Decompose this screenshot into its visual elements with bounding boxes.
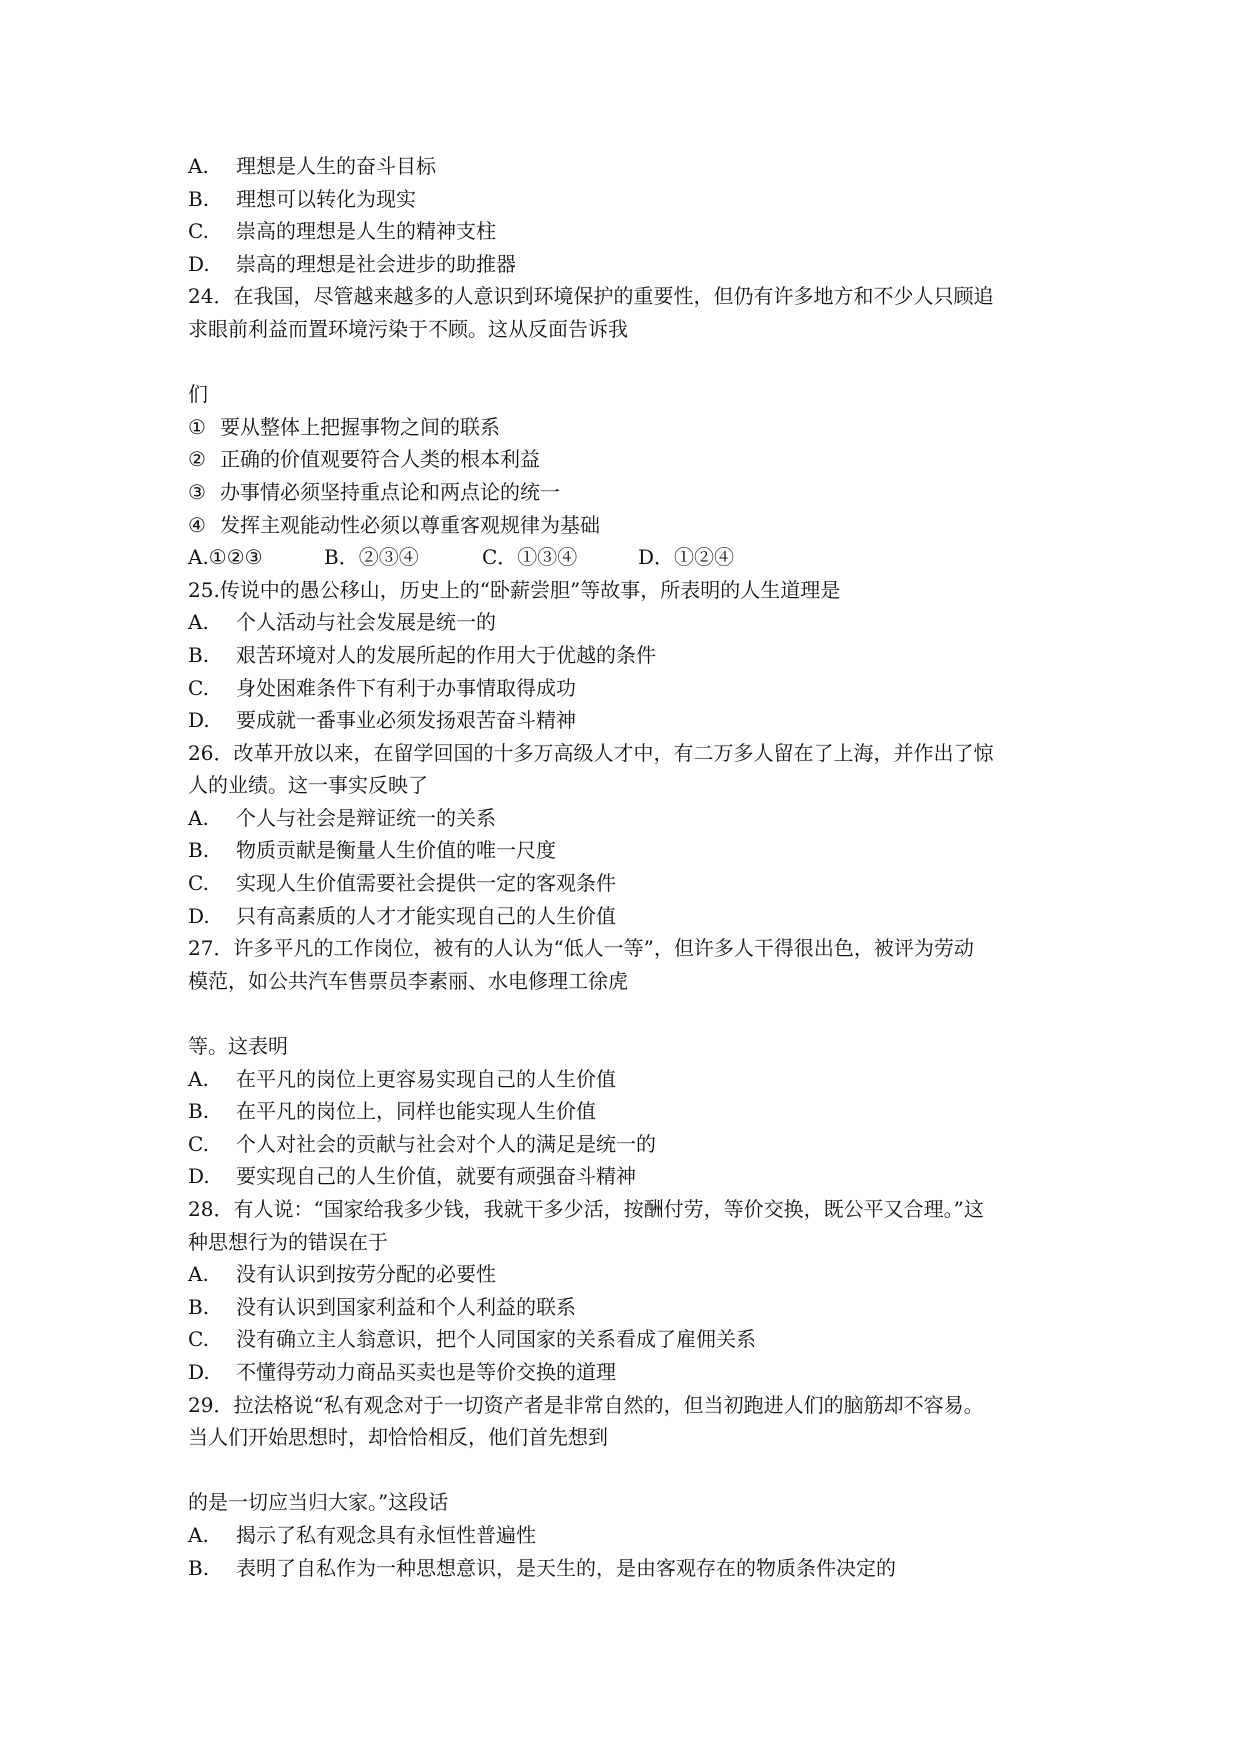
q29-stem-line-2: 当人们开始思想时，却恰恰相反，他们首先想到 [188,1425,608,1450]
q24-choice-d: D．①②④ [638,545,735,570]
q25-option-a: A. 个人活动与社会发展是统一的 [188,610,496,635]
q28-stem-line-2: 种思想行为的错误在于 [188,1229,388,1254]
q28-option-a: A. 没有认识到按劳分配的必要性 [188,1262,496,1287]
blank-line [188,346,1068,379]
q26-option-d: D. 只有高素质的人才才能实现自己的人生价值 [188,903,616,928]
q24-stem-line-3: 们 [188,382,208,407]
q25-stem-line-1: 25.传说中的愚公移山，历史上的“卧薪尝胆”等故事，所表明的人生道理是 [188,577,841,602]
q23-option-c: C. 崇高的理想是人生的精神支柱 [188,219,496,244]
q24-item-4: ④ 发挥主观能动性必须以尊重客观规律为基础 [188,512,600,537]
q28-option-c: C. 没有确立主人翁意识，把个人同国家的关系看成了雇佣关系 [188,1327,756,1352]
q26-option-b: B. 物质贡献是衡量人生价值的唯一尺度 [188,838,556,863]
q23-option-d: D. 崇高的理想是社会进步的助推器 [188,251,516,276]
q26-stem-line-2: 人的业绩。这一事实反映了 [188,773,428,798]
q29-option-b: B. 表明了自私作为一种思想意识，是天生的，是由客观存在的物质条件决定的 [188,1555,896,1580]
q24-item-3: ③ 办事情必须坚持重点论和两点论的统一 [188,479,560,504]
q27-option-c: C. 个人对社会的贡献与社会对个人的满足是统一的 [188,1131,656,1156]
q27-option-d: D. 要实现自己的人生价值，就要有顽强奋斗精神 [188,1164,636,1189]
q26-option-a: A. 个人与社会是辩证统一的关系 [188,805,496,830]
q29-option-a: A. 揭示了私有观念具有永恒性普遍性 [188,1522,536,1547]
q28-stem-line-1: 28．有人说：“国家给我多少钱，我就干多少活，按酬付劳，等价交换，既公平又合理。”这 [188,1197,984,1221]
q27-stem-line-3: 等。这表明 [188,1034,288,1059]
q25-option-b: B. 艰苦环境对人的发展所起的作用大于优越的条件 [188,642,656,667]
blank-line [188,997,1068,1030]
q27-stem-line-2: 模范，如公共汽车售票员李素丽、水电修理工徐虎 [188,968,628,993]
q28-option-b: B. 没有认识到国家利益和个人利益的联系 [188,1294,576,1319]
q24-item-2: ② 正确的价值观要符合人类的根本利益 [188,447,540,472]
q28-option-d: D. 不懂得劳动力商品买卖也是等价交换的道理 [188,1359,616,1384]
q24-choice-c: C．①③④ [482,545,578,570]
q24-stem-line-1: 24．在我国，尽管越来越多的人意识到环境保护的重要性，但仍有许多地方和不少人只顾追 [188,284,994,309]
q23-option-b: B. 理想可以转化为现实 [188,186,416,211]
blank-line [188,1454,1068,1487]
q26-option-c: C. 实现人生价值需要社会提供一定的客观条件 [188,871,616,896]
q24-choices [188,541,1068,574]
q27-stem-line-1: 27．许多平凡的工作岗位，被有的人认为“低人一等”，但许多人干得很出色，被评为劳动 [188,936,974,961]
q24-item-1: ① 要从整体上把握事物之间的联系 [188,414,500,439]
q24-choice-b: B．②③④ [324,545,419,570]
q24-stem-line-2: 求眼前利益而置环境污染于不顾。这从反面告诉我 [188,316,628,341]
q25-option-c: C. 身处困难条件下有利于办事情取得成功 [188,675,576,700]
q26-stem-line-1: 26．改革开放以来，在留学回国的十多万高级人才中，有二万多人留在了上海，并作出了惊 [188,740,994,765]
q29-stem-line-1: 29．拉法格说“私有观念对于一切资产者是非常自然的，但当初跑进人们的脑筋却不容易。 [188,1392,984,1417]
q27-option-a: A. 在平凡的岗位上更容易实现自己的人生价值 [188,1066,616,1091]
q25-option-d: D. 要成就一番事业必须发扬艰苦奋斗精神 [188,708,576,733]
q27-option-b: B. 在平凡的岗位上，同样也能实现人生价值 [188,1099,596,1124]
q29-stem-line-3: 的是一切应当归大家。”这段话 [188,1490,449,1515]
document-page [188,150,1068,1584]
q24-choice-a: A.①②③ [188,545,263,570]
q23-option-a: A. 理想是人生的奋斗目标 [188,154,436,178]
